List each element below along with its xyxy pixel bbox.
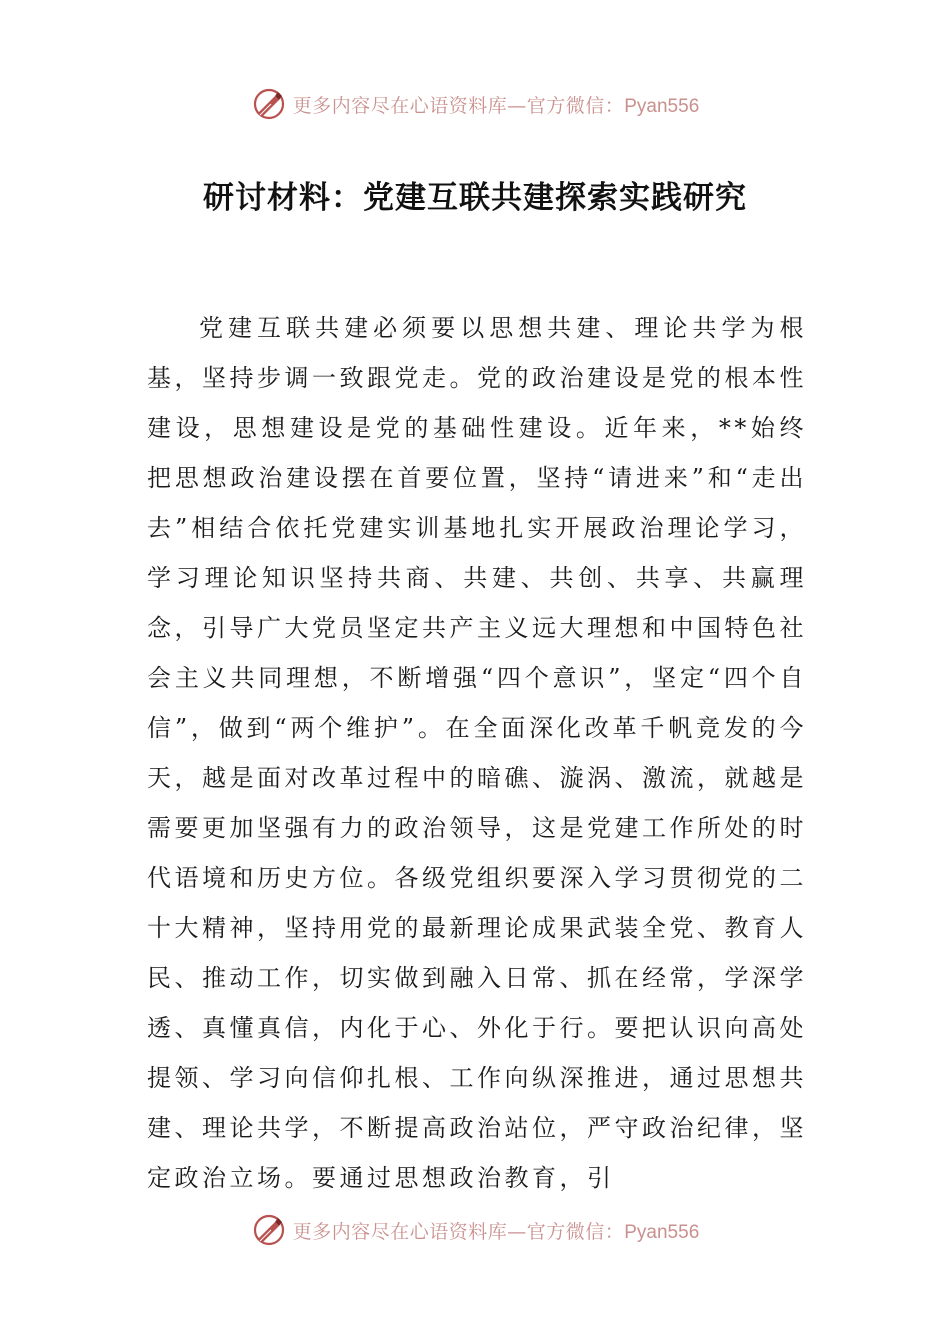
body-paragraph: 党建互联共建必须要以思想共建、理论共学为根基，坚持步调一致跟党走。党的政治建设是党的根本性建设，思想建设是党的基础性建设。近年来，**始终把思想政治建设摆在首要位置，坚持“请进来”和“走出去”相结合依托党建实训基地扎实开展政治理论学习，学习理论知识坚持共商、共建、共创、共享、共赢理念，引导广大党员坚定共产主义远大理想和中国特色社会主义共同理想，不断增强“四个意识”，坚定“四个自信”，做到“两个维护”。在全面深化改革千帆竞发的今天，越是面对改革过程中的暗礁、漩涡、激流，就越是需要更加坚强有力的政治领导，这是党建工作所处的时代语境和历史方位。各级党组织要深入学习贯彻党的二十大精神，坚持用党的最新理论成果武装全党、教育人民、推动工作，切实做到融入日常、抓在经常，学深学透、真懂真信，内化于心、外化于行。要把认识向高处提领、学习向信仰扎根、工作向纵深推进，通过思想共建、理论共学，不断提高政治站位，严守政治纪律，坚定政治立场。要通过思想政治教育，引	[147, 314, 807, 1192]
watermark-text: 更多内容尽在心语资料库—官方微信：Pyan556	[292, 1220, 700, 1243]
pen-nib-logo-icon	[251, 86, 287, 122]
header-watermark	[0, 84, 950, 124]
watermark-text: 更多内容尽在心语资料库—官方微信：Pyan556	[292, 94, 700, 117]
footer-watermark	[0, 1210, 950, 1250]
pen-nib-logo-icon	[251, 1212, 287, 1248]
watermark-handle: Pyan556	[624, 95, 700, 117]
watermark-handle: Pyan556	[624, 1221, 700, 1243]
document-title: 研讨材料：党建互联共建探索实践研究	[203, 180, 747, 216]
